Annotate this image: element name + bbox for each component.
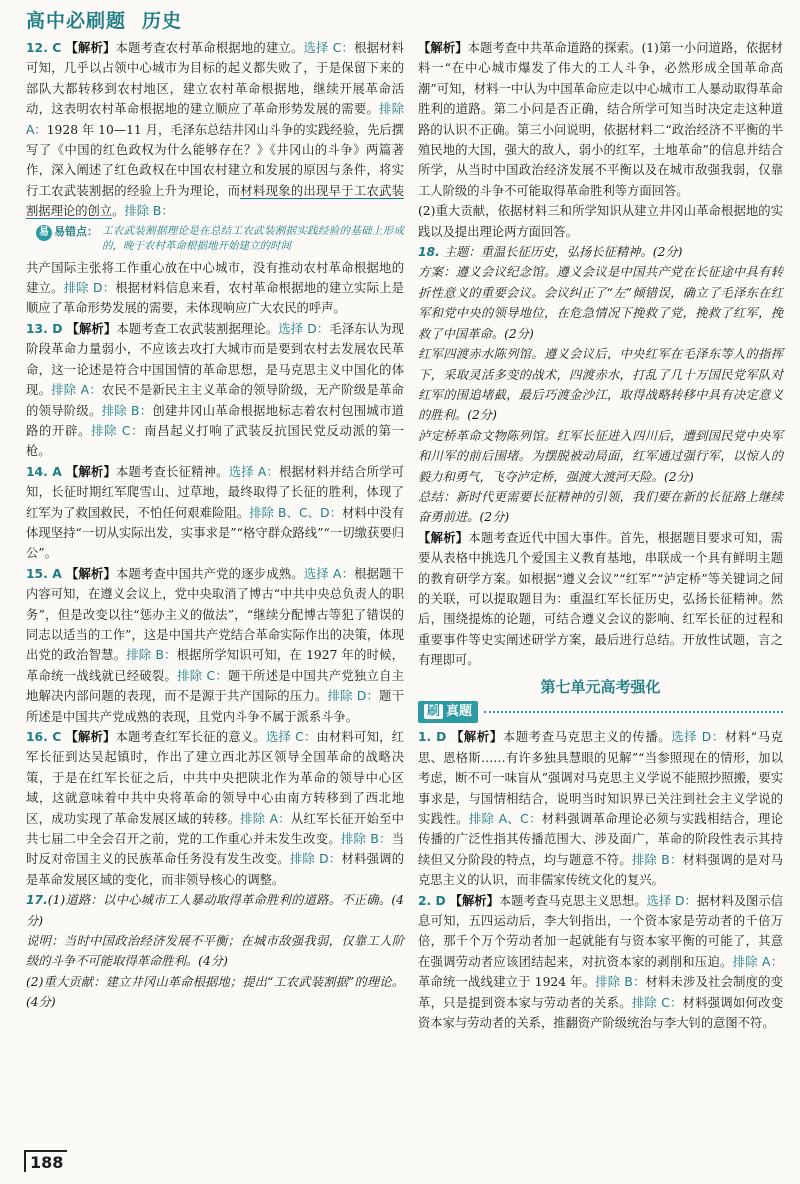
text: 材料强调的是革命发展区域的变化，而非领导核心的调整。 (26, 852, 404, 887)
exclude-label: 排除 B、C、D： (249, 505, 343, 520)
text: 题干所述是中国共产党独立自主地解决内部问题的表现，而不是源于共产国际的压力。 (26, 668, 404, 704)
note-text: 工农武装割据理论是在总结工农武装割据实践经验的基础上形成的，晚于农村革命根据地开始建立的时间 (102, 224, 404, 252)
exclude-label: 排除 B： (631, 852, 683, 867)
answer-number: 13. D (26, 321, 63, 336)
text: 1928 年 10—11 月，毛泽东总结井冈山斗争的实践经验，先后撰写了《中国的红色政权为什么能够存在？》《井冈山的斗争》两篇著作，深入阐述了红色政权在中国农村建立和发展的原因与条件，将实行工农武装割据的经验上升为理论，而 (26, 122, 404, 198)
answer-line: 泸定桥革命文物陈列馆。红军长征进入四川后，遭到国民党中央军和川军的前后围堵。为摆脱被动局面，红军通过强行军，以惊人的毅力和勇气，飞夺泸定桥，强渡大渡河天险。(2分) (418, 428, 783, 484)
text: 本题考查长征精神。 (116, 464, 229, 479)
text: 材料强调如何改变资本家与劳动者的关系，推翻资产阶级统治与李大钊的意图不符。 (418, 995, 783, 1031)
analysis-tag: 【解析】 (418, 529, 469, 545)
answer-13 (26, 319, 404, 462)
text: 本题考查中共革命道路的探索。(1)第一小问道路，依据材料一“在中心城市爆发了伟大的工人斗争，必然形成全国革命高潮”可知，材料一中认为中国革命应走以中心城市工人暴动取得革命胜利的道路。第二小问是否正确，结合所学可知当时决定走这种道路的认识不正确。第三小问说明，依据材料二“政治经济不平衡的半殖民地的大国，强大的敌人，弱小的红军，土地革命”的信息并结合所学，从当时中国政治经济发展不平衡以及在城市敌强我弱，仅靠工人阶级的斗争不可能取得革命胜利等方面回答。 (418, 41, 783, 198)
text: 本题考查近代中国大事件。首先，根据题目要求可知，需要从表格中挑选几个爱国主义教育基地，串联成一个具有鲜明主题的教育研学方案。如根据“遵义会议”“红军”“泸定桥”等关键词之间的关联，可以提取题目为：重温红军长征历史，弘扬长征精神。然后，围绕提炼的论题，可结合遵义会议的影响、红军长征的过程和重要事件等史实阐述研学方案，最后进行总结。开放性试题，言之有理即可。 (418, 530, 783, 668)
underlined-text: 材料现象的出现早于工农武装割据理论的创立 (26, 183, 404, 219)
answer-number: 17. (26, 893, 48, 908)
exclude-label: 排除 B： (124, 204, 174, 219)
answer-14 (26, 462, 404, 564)
text: 根据所学知识可知，在 1927 年的时候，革命统一战线就已经破裂。 (26, 648, 404, 683)
analysis-tag: 【解析】 (65, 565, 117, 581)
text: 材料“马克思、恩格斯……有许多独具慧眼的见解”“当参照现在的情形，加以考虑，断不可一味盲从”强调对马克思主义学说不能照抄照搬，要实事求是，与国情相结合，说明当时知识界已关注到社会主义学说的实践性。 (418, 730, 783, 827)
text: 材料中没有体现坚持“一切从实际出发，实事求是”“格守群众路线”“一切缴获要归公”。 (26, 505, 404, 561)
choice-label: 选择 D： (646, 893, 697, 908)
choice-label: 选择 D： (278, 321, 330, 336)
page-number: 188 (24, 1150, 67, 1172)
answer-16 (26, 727, 404, 890)
section-prefix: 刷 (424, 704, 443, 719)
analysis-tag: 【解析】 (65, 40, 116, 55)
text: 材料强调革命理论必须与实践相结合，理论传播的广泛性指其传播范围大、涉及面广，革命的阶段性表示其持续但又分阶段的特点，均与题意不符。 (418, 812, 783, 867)
text: 本题考查工农武装割据理论。 (116, 321, 279, 336)
right-column (418, 38, 783, 1034)
text: 根据材料可知，几乎以占领中心城市为目标的起义都失败了，于是保留下来的部队大都转移到农村地区，建立农村革命根据地，继续开展革命活动，这表明农村革命根据地的建立顺应了革命形势发展的需要。 (26, 41, 404, 117)
exclude-label: 排除 A： (51, 383, 102, 398)
text: 本题考查马克思主义的传播。 (502, 730, 672, 745)
answer-number: 15. A (26, 566, 62, 581)
choice-label: 选择 D： (671, 730, 725, 745)
text: 本题考查农村革命根据地的建立。 (115, 41, 304, 55)
text: 革命统一战线建立于 1924 年。 (418, 975, 596, 990)
text: 据材料及图示信息可知，五四运动后，李大钊指出，一个资本家是劳动者的千倍万倍，那千个万个劳动者加一起就能有与资本家平衡的可能了，其意在强调劳动者应该团结起来，对抗资本家的剥削和压迫。 (418, 893, 783, 969)
choice-label: 选择 C： (265, 730, 317, 744)
left-column (26, 38, 404, 1013)
analysis-tag: 【解析】 (65, 463, 117, 479)
text: 农民不是新民主主义革命的领导阶级，无产阶级是革命的领导阶级。 (26, 383, 404, 418)
exclude-label: 排除 B： (595, 975, 646, 990)
section-label: 真题 (446, 704, 473, 719)
text: 本题考查红军长征的意义。 (115, 730, 266, 744)
exclude-label: 排除 D： (63, 281, 116, 296)
choice-label: 选择 A： (303, 566, 355, 581)
exclude-label: 排除 D： (289, 852, 342, 867)
exclude-label: 排除 C： (631, 995, 683, 1010)
text: 从红军长征开始至中共七届二中全会召开之前，党的工作重心并未发生改变。 (26, 811, 404, 847)
analysis-tag: 【解析】 (450, 729, 503, 745)
exclude-label: 排除 B： (126, 648, 177, 663)
text: 题干所述是中国共产党成熟的表现，且党内斗争不属于派系斗争。 (26, 689, 404, 724)
text: 材料未涉及社会制度的变革，只是提到资本家与劳动者的关系。 (418, 975, 783, 1010)
analysis-tag: 【解析】 (66, 320, 117, 336)
exclude-label: 排除 A、C： (468, 812, 542, 827)
error-note-badge (36, 224, 98, 241)
answer-number: 18. (418, 245, 440, 260)
lightbulb-icon: 易 (36, 225, 52, 241)
analysis-17 (418, 38, 783, 242)
error-note (32, 224, 404, 254)
section-divider (484, 711, 783, 713)
real-answer-2 (418, 891, 783, 1034)
text: 本题考查中国共产党的逐步成熟。 (116, 566, 304, 581)
answer-15 (26, 564, 404, 727)
unit-title: 第七单元高考强化 (540, 677, 661, 696)
section-header (418, 701, 783, 723)
answer-number: 2. D (418, 893, 446, 908)
exclude-label: 排除 B： (340, 832, 392, 847)
text: 由材料可知，红军长征到达吴起镇时，作出了建立西北苏区领导全国革命的战略决策，于是在红军长征之后，中共中央把陕北作为革命的领导中心区域，这就意味着中共中央将革命的领导中心由南方转移到了西北地区，成功实现了革命发展区域的转移。 (26, 730, 404, 826)
analysis-tag: 【解析】 (449, 892, 499, 908)
answer-line: 方案：遵义会议纪念馆。遵义会议是中国共产党在长征途中具有转折性意义的重要会议。会议纠正了“左”倾错误，确立了毛泽东在红军和党中央的领导地位，在危急情况下挽救了党，挽救了红军，挽救了中国革命。(2分) (418, 265, 783, 341)
analysis-tag: 【解析】 (418, 40, 468, 55)
text: 毛泽东认为现阶段革命力量弱小，不应该去攻打大城市而是要到农村去发展农民革命，这一论述是符合中国国情的革命思想，是马克思主义中国化的体现。 (26, 321, 404, 398)
text: 本题考查马克思主义思想。 (498, 893, 647, 908)
text: 共产国际主张将工作重心放在中心城市，没有推动农村革命根据地的建立。 (26, 260, 404, 296)
text: 根据材料信息来看，农村革命根据地的建立实际上是顺应了革命形势发展的需要，未体现响应广大农民的呼声。 (26, 281, 404, 316)
section-tag (418, 701, 478, 723)
note-label: 易错点： (54, 224, 98, 238)
text: 南昌起义打响了武装反抗国民党反动派的第一枪。 (26, 423, 404, 459)
answer-line: 总结：新时代更需要长征精神的引领，我们要在新的长征路上继续奋勇前进。(2分) (418, 489, 783, 525)
answer-line: (2)重大贡献：建立井冈山革命根据地；提出“工农武装割据”的理论。(4分) (26, 974, 404, 1010)
text: 根据题干内容可知，在遵义会议上，党中央取消了博古“中共中央总负责人的职务”，但是改变以往“惩办主义的做法”，“继续分配博古等犯了错误的同志以适当的工作”，这是中国共产党结合革命实际作出的决策，体现出党的政治智慧。 (26, 566, 404, 663)
exclude-label: 排除 A： (732, 954, 783, 969)
answer-12 (26, 38, 404, 319)
answer-number: 1. D (418, 730, 447, 745)
choice-label: 选择 C： (303, 41, 355, 55)
text: 材料强调的是对马克思主义的认识，而非儒家传统文化的复兴。 (418, 852, 783, 888)
exclude-label: 排除 C： (91, 423, 145, 438)
answer-line: 红军四渡赤水陈列馆。遵义会议后，中央红军在毛泽东等人的指挥下，采取灵活多变的战术，四渡赤水，打乱了几十万国民党军队对红军的围追堵截，最后巧渡金沙江，取得战略转移中具有决定意义的胜利。(2分) (418, 347, 783, 423)
answer-number: 16. C (26, 730, 62, 744)
subject-title: 历史 (142, 10, 183, 32)
text: 创建井冈山革命根据地标志着农村包围城市道路的开辟。 (26, 403, 404, 438)
answer-18 (418, 242, 783, 671)
answer-line: 说明：当时中国政治经济发展不平衡；在城市敌强我弱，仅靠工人阶级的斗争不可能取得革命胜利。(4分) (26, 934, 404, 969)
answer-line: (1)道路：以中心城市工人暴动取得革命胜利的道路。不正确。(4分) (26, 893, 404, 928)
analysis-tag: 【解析】 (65, 729, 116, 744)
real-answer-1 (418, 727, 783, 890)
exclude-label: 排除 D： (327, 689, 380, 704)
text: 。 (112, 204, 125, 219)
exclude-label: 排除 A： (240, 811, 291, 826)
brand-title: 高中必刷题 (26, 10, 127, 32)
text: 根据材料并结合所学可知，长征时期红军爬雪山、过草地，最终取得了长征的胜利，体现了红军为了救国救民，不怕任何艰难险阻。 (26, 464, 404, 520)
answer-number: 12. C (26, 41, 62, 55)
answer-line: 主题：重温长征历史，弘扬长征精神。(2分) (443, 245, 683, 260)
exclude-label: 排除 C： (177, 668, 228, 683)
choice-label: 选择 A： (228, 464, 280, 479)
text: 当时反对帝国主义的民族革命任务没有发生改变。 (26, 832, 404, 867)
exclude-label: 排除 A： (26, 102, 404, 137)
answer-number: 14. A (26, 464, 62, 479)
answer-17 (26, 890, 404, 1012)
page-header (26, 6, 182, 33)
exclude-label: 排除 B： (101, 403, 153, 418)
text: (2)重大贡献，依据材料三和所学知识从建立井冈山革命根据地的实践以及提出理论两方面回答。 (418, 204, 783, 239)
